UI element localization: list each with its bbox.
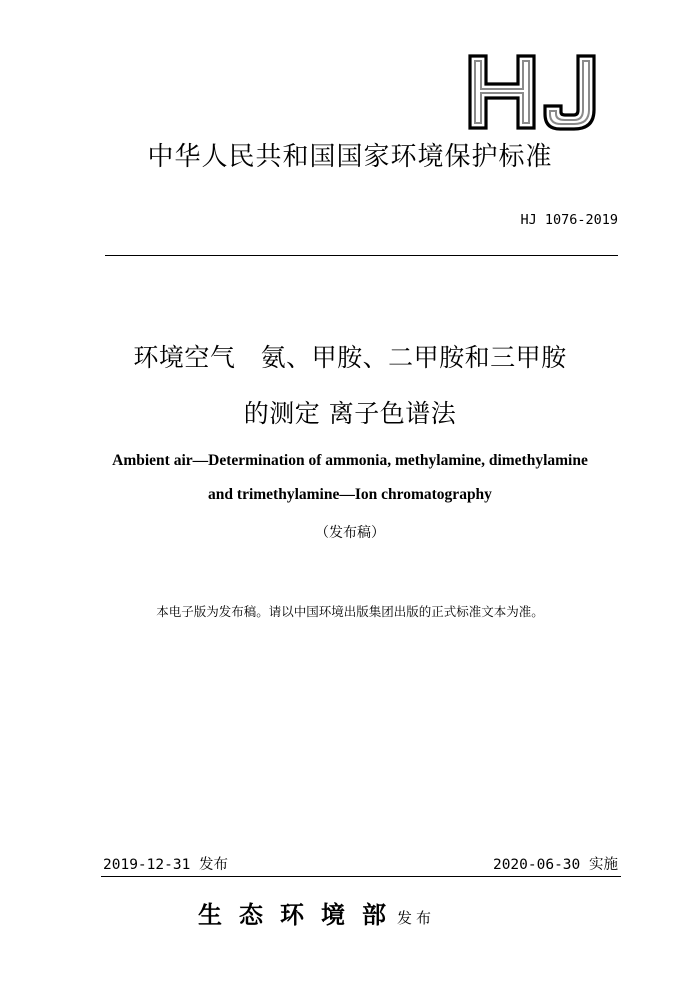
publisher-name: 生态环境部	[198, 900, 403, 929]
draft-label: （发布稿）	[315, 525, 385, 541]
issuing-authority: 中华人民共和国国家环境保护标准	[147, 142, 553, 172]
logo-letter-h	[470, 56, 534, 128]
hj-logo	[466, 52, 606, 132]
chinese-title-line-2: 的测定 离子色谱法	[243, 399, 457, 428]
issue-date: 2019-12-31 发布	[103, 857, 229, 873]
english-title-line-2: and trimethylamine—Ion chromatography	[208, 486, 492, 503]
english-title-line-1: Ambient air—Determination of ammonia, methylamine, dimethylamine	[112, 452, 588, 469]
header-divider	[105, 255, 618, 256]
publisher-line	[198, 899, 435, 934]
implementation-date: 2020-06-30 实施	[492, 857, 618, 873]
logo-letter-j	[545, 56, 594, 129]
publisher-suffix: 发布	[397, 909, 436, 927]
footer-divider	[101, 876, 621, 877]
edition-notice: 本电子版为发布稿。请以中国环境出版集团出版的正式标准文本为准。	[156, 604, 544, 619]
standard-number: HJ 1076-2019	[520, 212, 618, 228]
chinese-title-line-1: 环境空气 氨、甲胺、二甲胺和三甲胺	[133, 343, 567, 372]
